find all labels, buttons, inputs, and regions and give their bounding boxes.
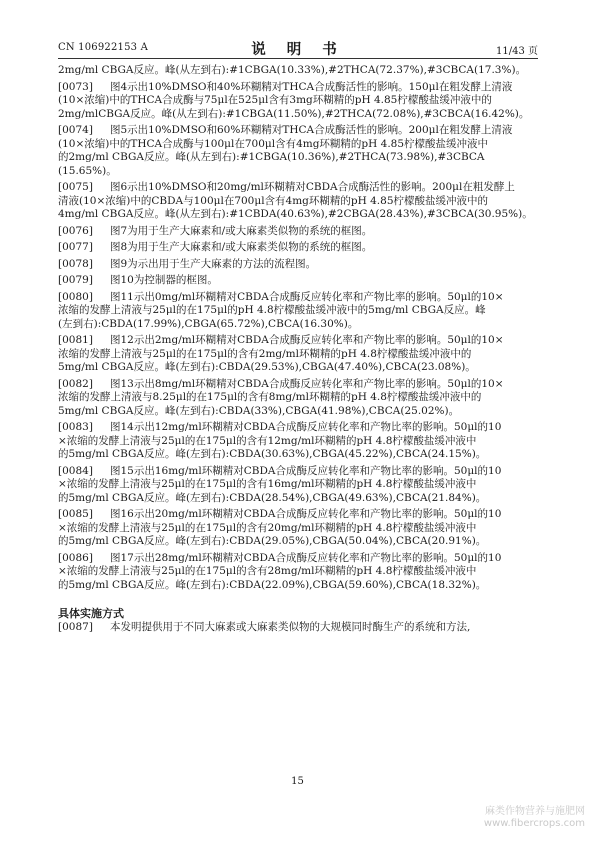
paragraph-line bbox=[58, 274, 540, 288]
paragraph-text: 浓缩的发酵上清液与8.25μl的在175μl的含有8mg/ml环糊精的pH 4.8柠檬酸盐缓冲液中的 bbox=[58, 391, 482, 403]
paragraph-line bbox=[58, 258, 540, 272]
paragraph bbox=[58, 81, 540, 122]
paragraph-line bbox=[58, 565, 540, 579]
paragraph-text: ×浓缩的发酵上清液与25μl的在175μl的含有20mg/ml环糊精的pH 4.8柠檬酸盐缓冲液中 bbox=[58, 521, 477, 534]
paragraph-line bbox=[58, 138, 540, 152]
paragraph-line bbox=[58, 348, 540, 362]
paragraph bbox=[58, 334, 540, 375]
paragraph-text: 2mg/mlCBGA反应。峰(从左到右):#1CBGA(11.50%),#2THCA(72.08%),#3CBCA(16.42%)。 bbox=[58, 107, 530, 120]
paragraph-number: [0083] bbox=[58, 421, 93, 433]
paragraph-line bbox=[58, 165, 540, 179]
patent-number: CN 106922153 A bbox=[58, 42, 149, 53]
paragraph-list bbox=[58, 81, 540, 593]
document-body bbox=[58, 64, 540, 638]
paragraph-text: (10×浓缩)中的THCA合成酶与75μl在525μl含有3mg环糊精的pH 4.85柠檬酸盐缓冲液中的 bbox=[58, 94, 492, 106]
paragraph bbox=[58, 421, 540, 462]
paragraph-number: [0081] bbox=[58, 334, 93, 346]
paragraph-number: [0085] bbox=[58, 508, 93, 520]
paragraph-text: ×浓缩的发酵上清液与25μl的在175μl的含有16mg/ml环糊精的pH 4.8柠檬酸盐缓冲液中 bbox=[58, 478, 477, 490]
paragraph bbox=[58, 225, 540, 239]
paragraph-text: 的5mg/ml CBGA反应。峰(左到右):CBDA(29.05%),CBGA(50.04%),CBCA(20.91%)。 bbox=[58, 535, 487, 547]
paragraph-text: 清液(10×浓缩)中的CBDA与100μl在700μl含有4mg环糊精的pH 4.85柠檬酸盐缓冲液中的 bbox=[58, 194, 489, 207]
paragraph-text: (10×浓缩)中的THCA合成酶与100μl在700μl含有4mg环糊精的pH 4.85柠檬酸盐缓冲液中 bbox=[58, 137, 489, 150]
paragraph-text: 浓缩的发酵上清液与25μl的在175μl的pH 4.8柠檬酸盐缓冲液中的5mg/ml CBGA反应。峰 bbox=[58, 304, 486, 316]
paragraph-line bbox=[58, 579, 540, 593]
paragraph bbox=[58, 291, 540, 332]
paragraph-line bbox=[58, 492, 540, 506]
document-title: 说 明 书 bbox=[251, 41, 345, 58]
paragraph-line bbox=[58, 124, 540, 138]
paragraph-text: 图15示出16mg/ml环糊精对CBDA合成酶反应转化率和产物比率的影响。50μl的10 bbox=[110, 464, 502, 477]
section-heading: 具体实施方式 bbox=[58, 607, 124, 620]
paragraph-line bbox=[58, 522, 540, 536]
paragraph-line bbox=[58, 94, 540, 108]
paragraph-text: ×浓缩的发酵上清液与25μl的在175μl的含有28mg/ml环糊精的pH 4.8柠檬酸盐缓冲液中 bbox=[58, 565, 477, 577]
paragraph-text: 图5示出10%DMSO和60%环糊精对THCA合成酶活性的影响。200μl在粗发酵上清液 bbox=[110, 124, 513, 136]
paragraph-line bbox=[58, 291, 540, 305]
paragraph-number: [0086] bbox=[58, 551, 93, 564]
paragraph-line bbox=[58, 318, 540, 332]
paragraph-text: 图4示出10%DMSO和40%环糊精对THCA合成酶活性的影响。150μl在粗发酵上清液 bbox=[110, 80, 513, 93]
paragraph-line bbox=[58, 225, 540, 239]
watermark-line-1: 麻类作物营养与施肥网 bbox=[485, 806, 585, 817]
paragraph-number: [0079] bbox=[58, 274, 93, 286]
paragraph-number: [0087] bbox=[58, 621, 93, 633]
paragraph-0087 bbox=[58, 621, 540, 635]
watermark bbox=[484, 806, 585, 830]
paragraph-text: 图10为控制器的框图。 bbox=[110, 274, 218, 286]
paragraph-text: 图17示出28mg/ml环糊精对CBDA合成酶反应转化率和产物比率的影响。50μl的10 bbox=[110, 551, 502, 564]
paragraph-line bbox=[58, 108, 540, 122]
paragraph-line bbox=[58, 195, 540, 209]
paragraph bbox=[58, 465, 540, 506]
paragraph-text: 图7为用于生产大麻素和/或大麻素类似物的系统的框图。 bbox=[110, 224, 373, 237]
paragraph bbox=[58, 274, 540, 288]
paragraph bbox=[58, 241, 540, 255]
paragraph-text: 图6示出10%DMSO和20mg/ml环糊精对CBDA合成酶活性的影响。200μl在粗发酵上 bbox=[110, 181, 515, 193]
paragraph-text: 图16示出20mg/ml环糊精对CBDA合成酶反应转化率和产物比率的影响。50μl的10 bbox=[110, 508, 502, 520]
paragraph-line bbox=[58, 181, 540, 195]
paragraph bbox=[58, 378, 540, 419]
paragraph-text: 图14示出12mg/ml环糊精对CBDA合成酶反应转化率和产物比率的影响。50μl的10 bbox=[110, 421, 502, 433]
paragraph-text: ×浓缩的发酵上清液与25μl的在175μl的含有12mg/ml环糊精的pH 4.8柠檬酸盐缓冲液中 bbox=[58, 434, 477, 447]
paragraph-line bbox=[58, 435, 540, 449]
continued-line: 2mg/ml CBGA反应。峰(从左到右):#1CBGA(10.33%),#2THCA(72.37%),#3CBCA(17.3%)。 bbox=[58, 64, 527, 76]
page-count: 11/43 页 bbox=[496, 46, 538, 57]
paragraph-number: [0080] bbox=[58, 290, 93, 303]
paragraph-line bbox=[58, 334, 540, 348]
paragraph-line bbox=[58, 391, 540, 405]
paragraph-line bbox=[58, 151, 540, 165]
paragraph bbox=[58, 508, 540, 549]
paragraph-number: [0077] bbox=[58, 241, 93, 253]
paragraph-line bbox=[58, 304, 540, 318]
paragraph-line bbox=[58, 208, 540, 222]
paragraph-number: [0075] bbox=[58, 181, 93, 193]
paragraph-text: 4mg/ml CBGA反应。峰(从左到右):#1CBDA(40.63%),#2CBGA(28.43%),#3CBCA(30.95%)。 bbox=[58, 208, 533, 220]
paragraph-line bbox=[58, 361, 540, 375]
header-divider bbox=[58, 58, 538, 59]
paragraph-text: 的5mg/ml CBGA反应。峰(左到右):CBDA(30.63%),CBGA(45.22%),CBCA(24.15%)。 bbox=[58, 448, 487, 460]
page-number: 15 bbox=[291, 776, 304, 787]
paragraph-text: 的2mg/ml CBGA反应。峰(从左到右):#1CBGA(10.36%),#2THCA(73.98%),#3CBCA bbox=[58, 151, 485, 163]
paragraph-line bbox=[58, 508, 540, 522]
paragraph-text: 图9为示出用于生产大麻素的方法的流程图。 bbox=[110, 257, 317, 270]
watermark-line-2: www.fibercrops.com bbox=[483, 818, 585, 829]
paragraph-line bbox=[58, 81, 540, 95]
paragraph bbox=[58, 621, 540, 635]
paragraph-text: 的5mg/ml CBGA反应。峰(左到右):CBDA(22.09%),CBGA(59.60%),CBCA(18.32%)。 bbox=[58, 578, 487, 591]
paragraph-line bbox=[58, 535, 540, 549]
paragraph-text: 5mg/ml CBGA反应。峰(左到右):CBDA(33%),CBGA(41.98%),CBCA(25.02%)。 bbox=[58, 404, 460, 417]
paragraph-text: 图13示出8mg/ml环糊精对CBDA合成酶反应转化率和产物比率的影响。50μl的10× bbox=[110, 377, 504, 390]
paragraph-text: 图11示出0mg/ml环糊精对CBDA合成酶反应转化率和产物比率的影响。50μl的10× bbox=[110, 290, 504, 303]
paragraph-line bbox=[58, 552, 540, 566]
paragraph-line bbox=[58, 241, 540, 255]
paragraph bbox=[58, 124, 540, 178]
paragraph-line bbox=[58, 405, 540, 419]
paragraph-number: [0078] bbox=[58, 257, 93, 270]
paragraph-text: 的5mg/ml CBGA反应。峰(左到右):CBDA(28.54%),CBGA(49.63%),CBCA(21.84%)。 bbox=[58, 491, 487, 504]
paragraph bbox=[58, 258, 540, 272]
paragraph-text: 图8为用于生产大麻素和/或大麻素类似物的系统的框图。 bbox=[110, 241, 373, 253]
paragraph-number: [0082] bbox=[58, 377, 93, 390]
paragraph bbox=[58, 552, 540, 593]
paragraph-text: 浓缩的发酵上清液与25μl的在175μl的含有2mg/ml环糊精的pH 4.8柠檬酸盐缓冲液中的 bbox=[58, 347, 472, 360]
paragraph-number: [0076] bbox=[58, 224, 93, 237]
paragraph-number: [0074] bbox=[58, 124, 93, 136]
paragraph-text: 5mg/ml CBGA反应。峰(左到右):CBDA(29.53%),CBGA(47.40%),CBCA(23.08%)。 bbox=[58, 361, 476, 373]
paragraph-text: (15.65%)。 bbox=[58, 164, 117, 177]
paragraph-line bbox=[58, 421, 540, 435]
paragraph-number: [0073] bbox=[58, 80, 93, 93]
paragraph bbox=[58, 181, 540, 222]
page-header bbox=[58, 38, 538, 56]
paragraph-text: (左到右):CBDA(17.99%),CBGA(65.72%),CBCA(16.30%)。 bbox=[58, 317, 359, 330]
paragraph-line bbox=[58, 448, 540, 462]
paragraph-text: 本发明提供用于不同大麻素或大麻素类似物的大规模同时酶生产的系统和方法, bbox=[110, 621, 471, 633]
paragraph-line bbox=[58, 478, 540, 492]
paragraph-line bbox=[58, 621, 540, 635]
paragraph-number: [0084] bbox=[58, 464, 93, 477]
paragraph-text: 图12示出2mg/ml环糊精对CBDA合成酶反应转化率和产物比率的影响。50μl的10× bbox=[110, 334, 504, 346]
paragraph-line bbox=[58, 465, 540, 479]
paragraph-line bbox=[58, 378, 540, 392]
